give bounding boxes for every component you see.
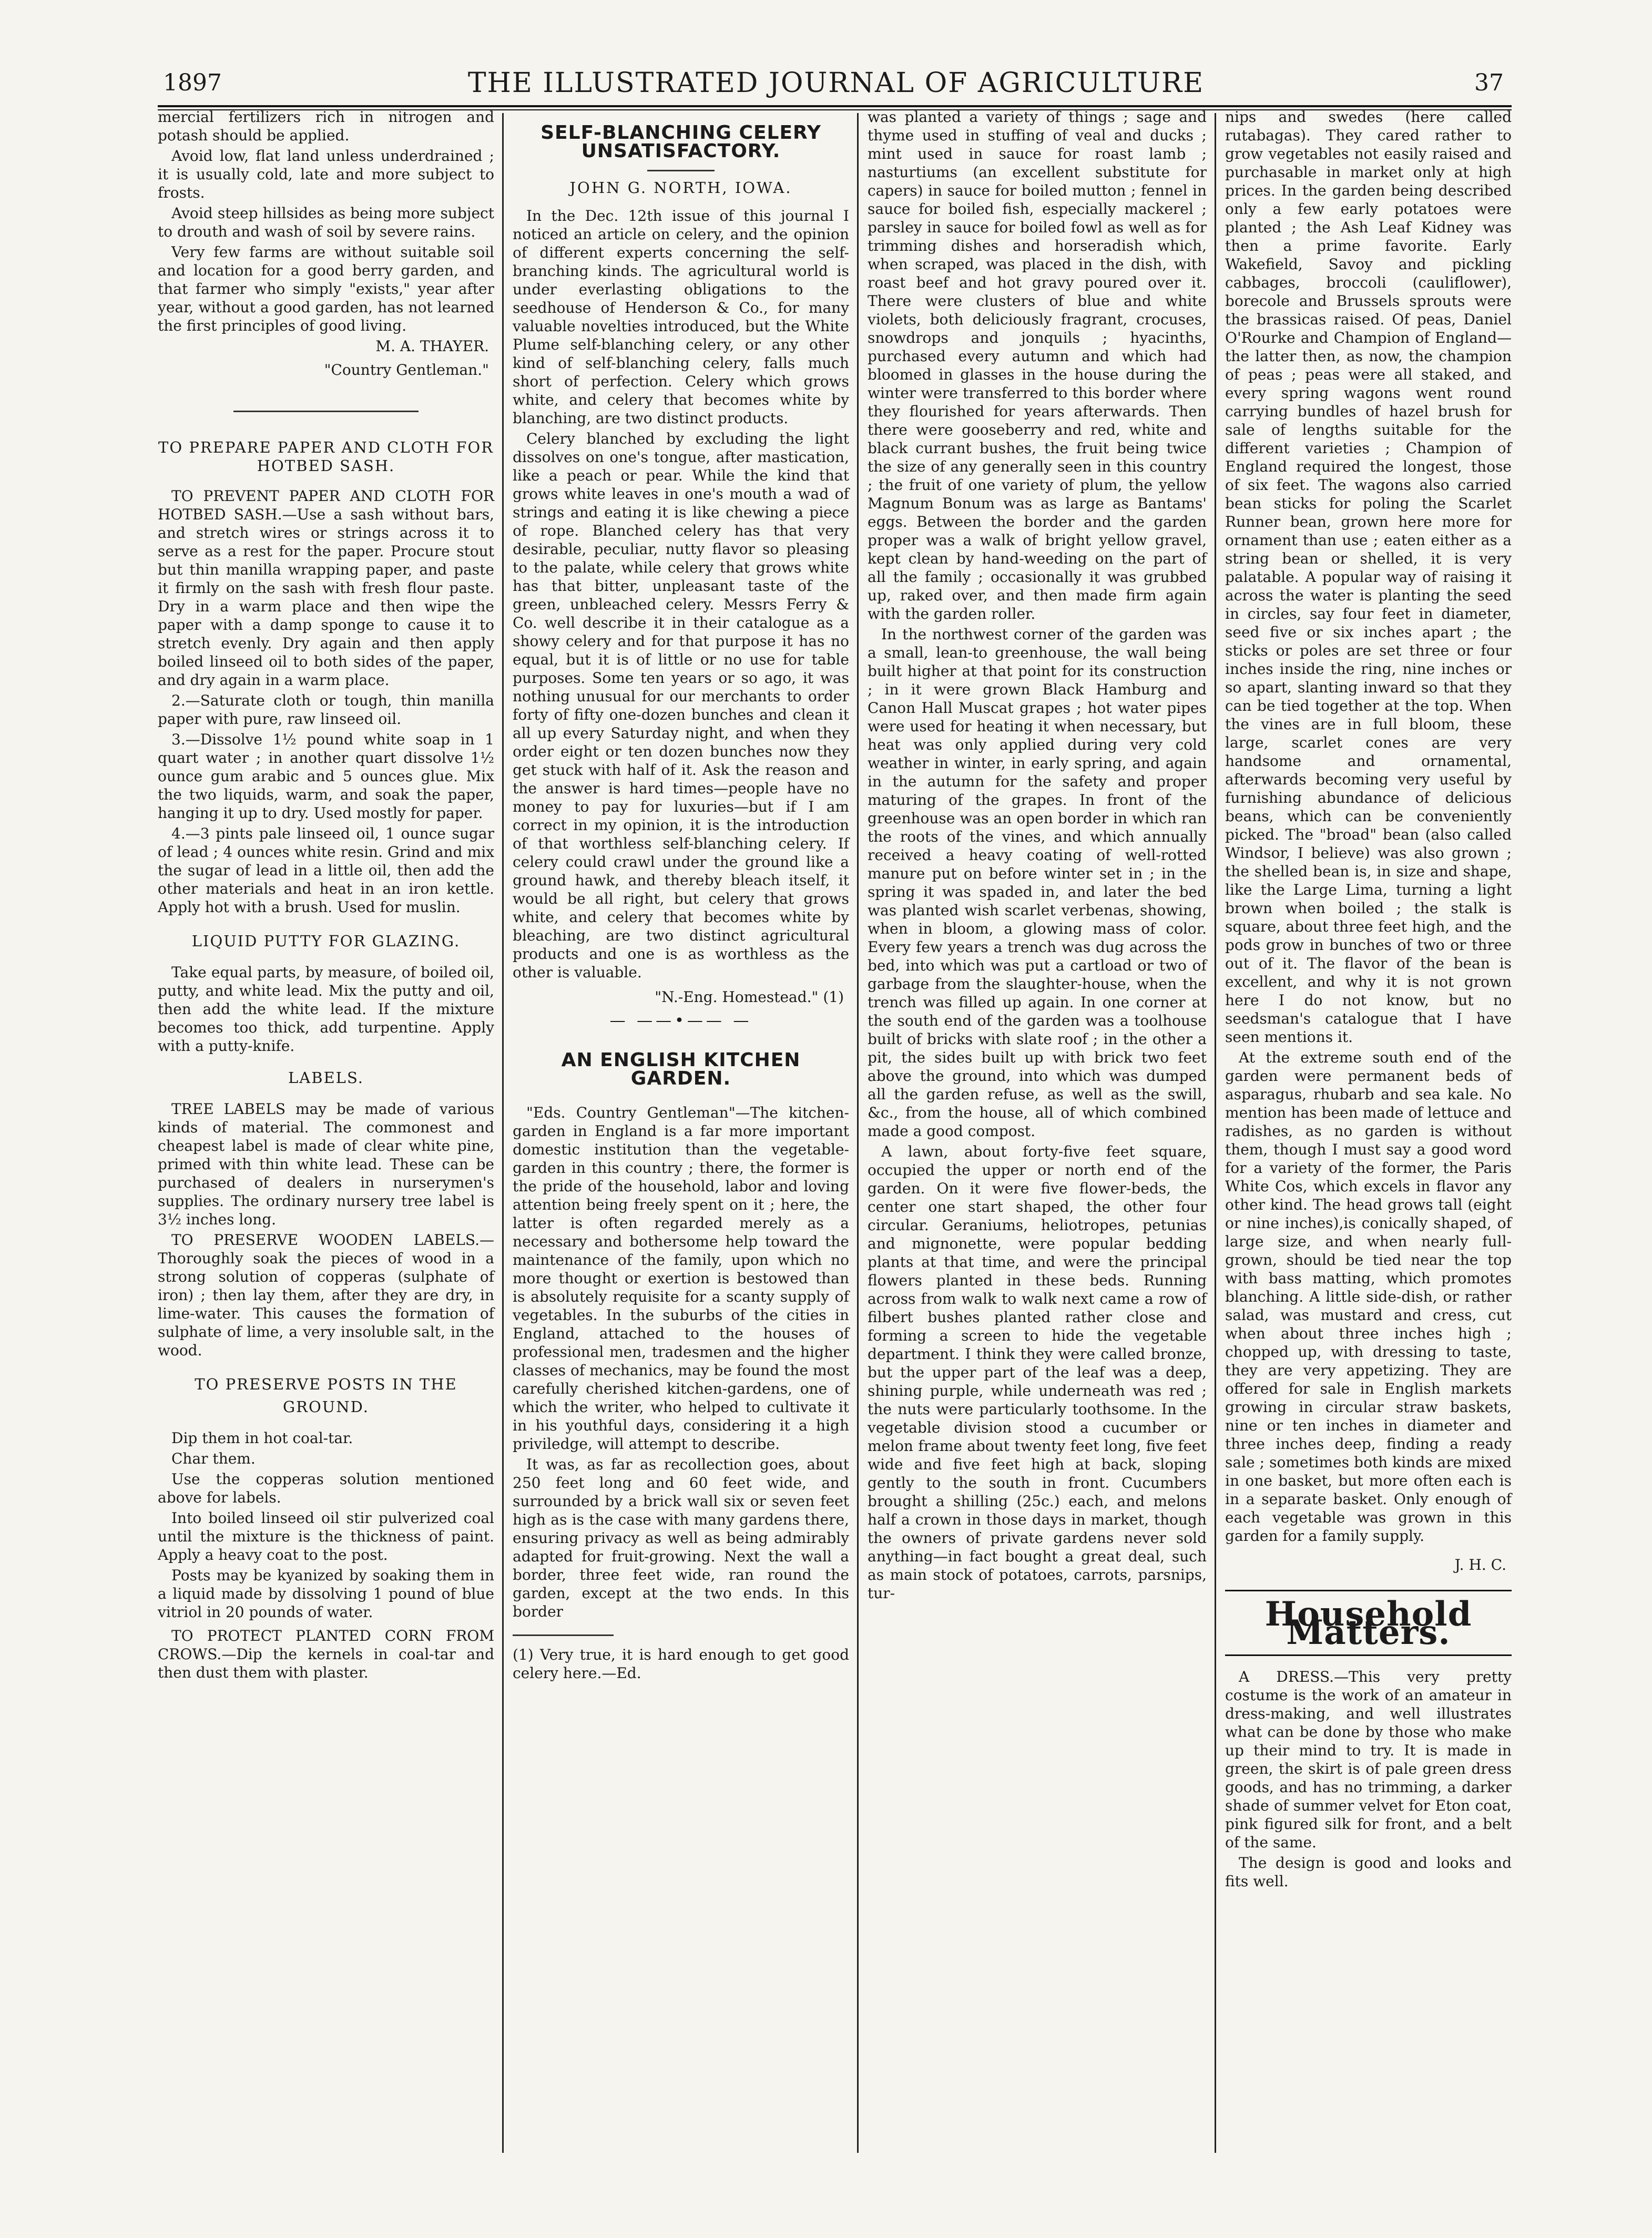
paragraph: Posts may be kyanized by soaking them in a liquid made by dissolving 1 pound of blue vitriol in 20 pounds of water.: [158, 1567, 494, 1621]
paragraph: 4.—3 pints pale linseed oil, 1 ounce sugar of lead ; 4 ounces white resin. Grind and mix the sugar of lead in a little oil, then add the other materials and heat in an iron kettle. Apply hot with a brush. Used for muslin.: [158, 825, 494, 916]
paragraph: The design is good and looks and fits well.: [1225, 1854, 1512, 1890]
column-divider-2: [857, 113, 859, 2153]
paragraph: mercial fertilizers rich in nitrogen and potash should be applied.: [158, 108, 494, 144]
source-credit: "Country Gentleman.": [324, 361, 489, 379]
section-heading: GROUND.: [282, 1398, 370, 1416]
section-heading: TO PREPARE PAPER AND CLOTH FOR HOTBED SASH.: [158, 438, 494, 475]
section-heading: Household Matters.: [1265, 1595, 1472, 1652]
paragraph: "Eds. Country Gentleman"—The kitchen-garden in England is a far more important domestic institution than the vegetable-garden in this country ; there, the former is the pride of the household, labor and loving attention being freely spent on it ; here, the latter is often regarded merely as a necessary and bothersome help toward the maintenance of the family, upon which no more thought or exertion is bestowed than is absolutely requisite for a scanty supply of vegetables. In the suburbs of the cities in England, attached to the houses of professional men, tradesmen and the higher classes of mechanics, may be found the most carefully cherished kitchen-gardens, one of which the writer, who helped to cultivate it in his youthful days, considering it a high priviledge, will attempt to describe.: [513, 1104, 849, 1453]
author-signature: M. A. THAYER.: [375, 338, 489, 355]
footnote: (1) Very true, it is hard enough to get good celery here.—Ed.: [513, 1646, 849, 1682]
journal-title: THE ILLUSTRATED JOURNAL OF AGRICULTURE: [467, 67, 1205, 99]
column-divider-3: [1215, 113, 1216, 2153]
paragraph: It was, as far as recollection goes, about 250 feet long and 60 feet wide, and surrounded by a brick wall six or seven feet high as is the case with many gardens there, ensuring privacy as well as being admirably adapted for fruit-growing. Next the wall a border, three feet wide, ran round the garden, except at the two ends. In this border: [513, 1456, 849, 1620]
section-rule: [233, 411, 419, 412]
paragraph: Use the copperas solution mentioned above for labels.: [158, 1470, 494, 1506]
paragraph: 3.—Dissolve 1½ pound white soap in 1 quart water ; in another quart dissolve 1½ ounce gum arabic and 5 ounces glue. Mix the two liquids, warm, and soak the paper, hanging it up to dry. Used mostly for paper.: [158, 731, 494, 822]
paragraph: Very few farms are without suitable soil and location for a good berry garden, and that farmer who simply "exists," year after year, without a good garden, has not learned the first principles of good living.: [158, 243, 494, 334]
section-rule: [1225, 1654, 1512, 1656]
paragraph: was planted a variety of things ; sage and thyme used in stuffing of veal and ducks ; mint used in sauce for roast lamb ; nasturtiums (an excellent substitute for capers) in sauce for boiled mutton ; fennel in sauce for boiled fish, especially mackerel ; parsley in sauce for boiled fowl as well as for trimming dishes and horseradish which, when scraped, was placed in the dish, with roast beef and hot gravy poured over it. There were clusters of blue and white violets, both deliciously fragrant, crocuses, snowdrops and jonquils ; hyacinths, purchased every autumn and which had bloomed in glasses in the house during the winter were transferred to this border where they flourished for years afterwards. Then there were gooseberry and red, white and black currant bushes, the fruit being twice the size of any generally seen in this country ; the fruit of one variety of plum, the yellow Magnum Bonum was as large as Bantams' eggs. Between the border and the garden proper was a walk of bright yellow gravel, kept clean by hand-weeding on the part of all the family ; occasionally it was grubbed up, raked over, and then made firm again with the garden roller.: [868, 108, 1207, 622]
section-rule: [1225, 1590, 1512, 1591]
paragraph: TO PROTECT PLANTED CORN FROM CROWS.—Dip the kernels in coal-tar and then dust them with plaster.: [158, 1627, 494, 1681]
paragraph: Avoid steep hillsides as being more subject to drouth and wash of soil by severe rains.: [158, 205, 494, 240]
section-ornament: — ——•—— —: [609, 1011, 752, 1030]
paragraph: TO PREVENT PAPER AND CLOTH FOR HOTBED SASH.—Use a sash without bars, and stretch wires or strings across it to serve as a rest for the paper. Procure stout but thin manilla wrapping paper, and paste it firmly on the sash with fresh flour paste. Dry in a warm place and then wipe the paper with a damp sponge to cause it to stretch evenly. Dry again and then apply boiled linseed oil to both sides of the paper, and dry again in a warm place.: [158, 487, 494, 689]
paragraph: nips and swedes (here called rutabagas). They cared rather to grow vegetables not easily raised and purchasable in market only at high prices. In the garden being described only a few early potatoes were planted ; the Ash Leaf Kidney was then a prime favorite. Early Wakefield, Savoy and pickling cabbages, broccoli (cauliflower), borecole and Brussels sprouts were the brassicas raised. Of peas, Daniel O'Rourke and Champion of England—the latter then, as now, the champion of peas ; peas were all staked, and every spring wagons went round carrying bundles of hazel brush for sale of lengths suitable for the different varieties ; Champion of England required the longest, those of six feet. The wagons also carried bean sticks for poling the Scarlet Runner bean, grown here more for ornament than use ; eaten either as a string bean or shelled, it is very palatable. A popular way of raising it across the water is planting the seed in circles, say four feet in diameter, seed five or six inches apart ; the sticks or poles are set three or four inches inside the ring, nine inches or so apart, slanting inward so that they can be tied together at the top. When the vines are in full bloom, these large, scarlet cones are very handsome and ornamental, afterwards becoming very useful by furnishing abundance of delicious beans, which can be conveniently picked. The "broad" bean (also called Windsor, I believe) was also grown ; the shelled bean is, in size and shape, like the Large Lima, turning a light brown when boiled ; the stalk is square, about three feet high, and the pods grow in bunches of two or three out of it. The flavor of the bean is excellent, and why it is not grown here I do not know, but no seedsman's catalogue that I have seen mentions it.: [1225, 108, 1512, 1046]
paragraph: In the Dec. 12th issue of this journal I noticed an article on celery, and the opinion of different experts concerning the self-branching kinds. The agricultural world is under everlasting obligations to the seedhouse of Henderson & Co., for many valuable novelties introduced, but the White Plume self-blanching celery, or any other kind of self-blanching celery, falls much short of perfection. Celery which grows white, and celery that becomes white by blanching, are two distinct products.: [513, 207, 849, 427]
paragraph: A DRESS.—This very pretty costume is the work of an amateur in dress-making, and well illustrates what can be done by those who make up their mind to try. It is made in green, the skirt is of pale green dress goods, and has no trimming, a darker shade of summer velvet for Eton coat, pink figured silk for front, and a belt of the same.: [1225, 1668, 1512, 1851]
paragraph: Dip them in hot coal-tar.: [171, 1429, 353, 1447]
section-heading: LABELS.: [288, 1069, 364, 1087]
paragraph: At the extreme south end of the garden were permanent beds of asparagus, rhubarb and sea kale. No mention has been made of lettuce and radishes, as no garden is without them, though I must say a good word for a variety of the former, the Paris White Cos, which excels in flavor any other kind. The head grows tall (eight or nine inches),is conically shaped, of large size, and when nearly full-grown, should be tied near the top with bass matting, which promotes blanching. A little side-dish, or rather salad, was mustard and cress, cut when about three inches high ; chopped up, with dressing to taste, they are very appetizing. They are offered for sale in English markets growing in circular straw baskets, nine or ten inches in diameter and three inches deep, finding a ready sale ; sometimes both kinds are mixed in one basket, but more often each is in a separate basket. Only enough of each vegetable was grown in this garden for a family supply.: [1225, 1049, 1512, 1545]
page-header: [152, 63, 1520, 110]
column-2: [513, 108, 849, 1684]
paragraph: TREE LABELS may be made of various kinds of material. The commonest and cheapest label is made of clear white pine, primed with thin white lead. These can be purchased of dealers in nurserymen's supplies. The ordinary nursery tree label is 3½ inches long.: [158, 1100, 494, 1228]
source-credit: "N.-Eng. Homestead." (1): [655, 988, 844, 1006]
section-heading: LIQUID PUTTY FOR GLAZING.: [191, 932, 461, 950]
column-4: [1225, 108, 1512, 1893]
footnote-rule: [513, 1634, 614, 1636]
paragraph: Take equal parts, by measure, of boiled oil, putty, and white lead. Mix the putty and oil, then add the white lead. If the mixture becomes too thick, add turpentine. Apply with a putty-knife.: [158, 964, 494, 1055]
article-title: AN ENGLISH KITCHEN GARDEN.: [561, 1049, 801, 1089]
paragraph: Char them.: [171, 1450, 256, 1467]
paragraph: Into boiled linseed oil stir pulverized coal until the mixture is the thickness of paint. Apply a heavy coat to the post.: [158, 1509, 494, 1563]
column-divider-1: [502, 113, 504, 2153]
article-byline: JOHN G. NORTH, IOWA.: [569, 179, 792, 197]
header-year: 1897: [163, 69, 222, 96]
header-rule-top: [158, 105, 1512, 107]
column-1: [158, 108, 494, 1684]
paragraph: In the northwest corner of the garden was a small, lean-to greenhouse, the wall being built higher at that point for its construction ; in it were grown Black Hamburg and Canon Hall Muscat grapes ; hot water pipes were used for heating it when necessary, but heat was only applied during very cold weather in winter, in early spring, and again in the autumn for the safety and proper maturing of the grapes. In front of the greenhouse was an open border in which ran the roots of the vines, and which annually received a heavy coating of well-rotted manure put on before winter set in ; in the spring it was spaded in, and later the bed was planted wish scarlet verbenas, showing, when in bloom, a glowing mass of color. Every few years a trench was dug across the bed, into which was put a cartload or two of garbage from the slaughter-house, when the trench was filled up again. In one corner at the south end of the garden was a toolhouse built of bricks with slate roof ; in the other a pit, the sides built up with brick two feet above the ground, into which was dumped all the garden refuse, as well as the swill, &c., from the house, all of which combined made a good compost.: [868, 626, 1207, 1140]
paragraph: A lawn, about forty-five feet square, occupied the upper or north end of the garden. On it were five flower-beds, the center one start shaped, the other four circular. Geraniums, heliotropes, petunias and mignonette, were popular bedding plants at that time, and were the principal flowers planted in these beds. Running across from walk to walk next came a row of filbert bushes planted rather close and forming a screen to hide the vegetable department. I think they were called bronze, but the upper part of the leaf was a deep, shining purple, while underneath was red ; the nuts were particularly toothsome. In the vegetable division stood a cucumber or melon frame about twenty feet long, five feet wide and five feet high at back, sloping gently to the south in front. Cucumbers brought a shilling (25c.) each, and melons half a crown in those days in market, though the owners of private gardens never sold anything—in fact bought a great deal, such as main stock of potatoes, carrots, parsnips, tur-: [868, 1143, 1207, 1602]
paragraph: Avoid low, flat land unless underdrained ; it is usually cold, late and more subject to frosts.: [158, 147, 494, 201]
paragraph: TO PRESERVE WOODEN LABELS.—Thoroughly soak the pieces of wood in a strong solution of copperas (sulphate of iron) ; then lay them, after they are dry, in lime-water. This causes the formation of sulphate of lime, a very insoluble salt, in the wood.: [158, 1231, 494, 1359]
column-3: [868, 108, 1207, 1605]
section-heading: TO PRESERVE POSTS IN THE: [195, 1375, 457, 1393]
paragraph: Celery blanched by excluding the light dissolves on one's tongue, after mastication, like a peach or pear. While the kind that grows white leaves in one's mouth a wad of strings and eating it is like chewing a piece of rope. Blanched celery has that very desirable, peculiar, nutty flavor so pleasing to the palate, while celery that grows white has that bitter, unpleasant taste of the green, unbleached celery. Messrs Ferry & Co. well describe it in their catalogue as a showy celery and for that purpose it has no equal, but it is of little or no use for table purposes. Some ten years or so ago, it was nothing unusual for our merchants to order forty of fifty one-dozen bunches and clean it all up every Saturday night, and when they order eight or ten dozen bunches now they get stuck with half of it. Ask the reason and the answer is hard times—people have no money to pay for luxuries—but if I am correct in my opinion, it is the introduction of that worthless self-blanching celery. If celery could crawl under the ground like a ground hawk, and thereby bleach itself, it would be all right, but celery that grows white, and celery that becomes white by bleaching, are two distinct agricultural products and one is as worthless as the other is valuable.: [513, 430, 849, 981]
paragraph: 2.—Saturate cloth or tough, thin manilla paper with pure, raw linseed oil.: [158, 692, 494, 728]
byline-rule: [647, 170, 715, 171]
author-signature: J. H. C.: [1454, 1556, 1506, 1573]
page-number: 37: [1474, 69, 1504, 96]
article-title: SELF-BLANCHING CELERY UNSATISFACTORY.: [541, 122, 821, 162]
